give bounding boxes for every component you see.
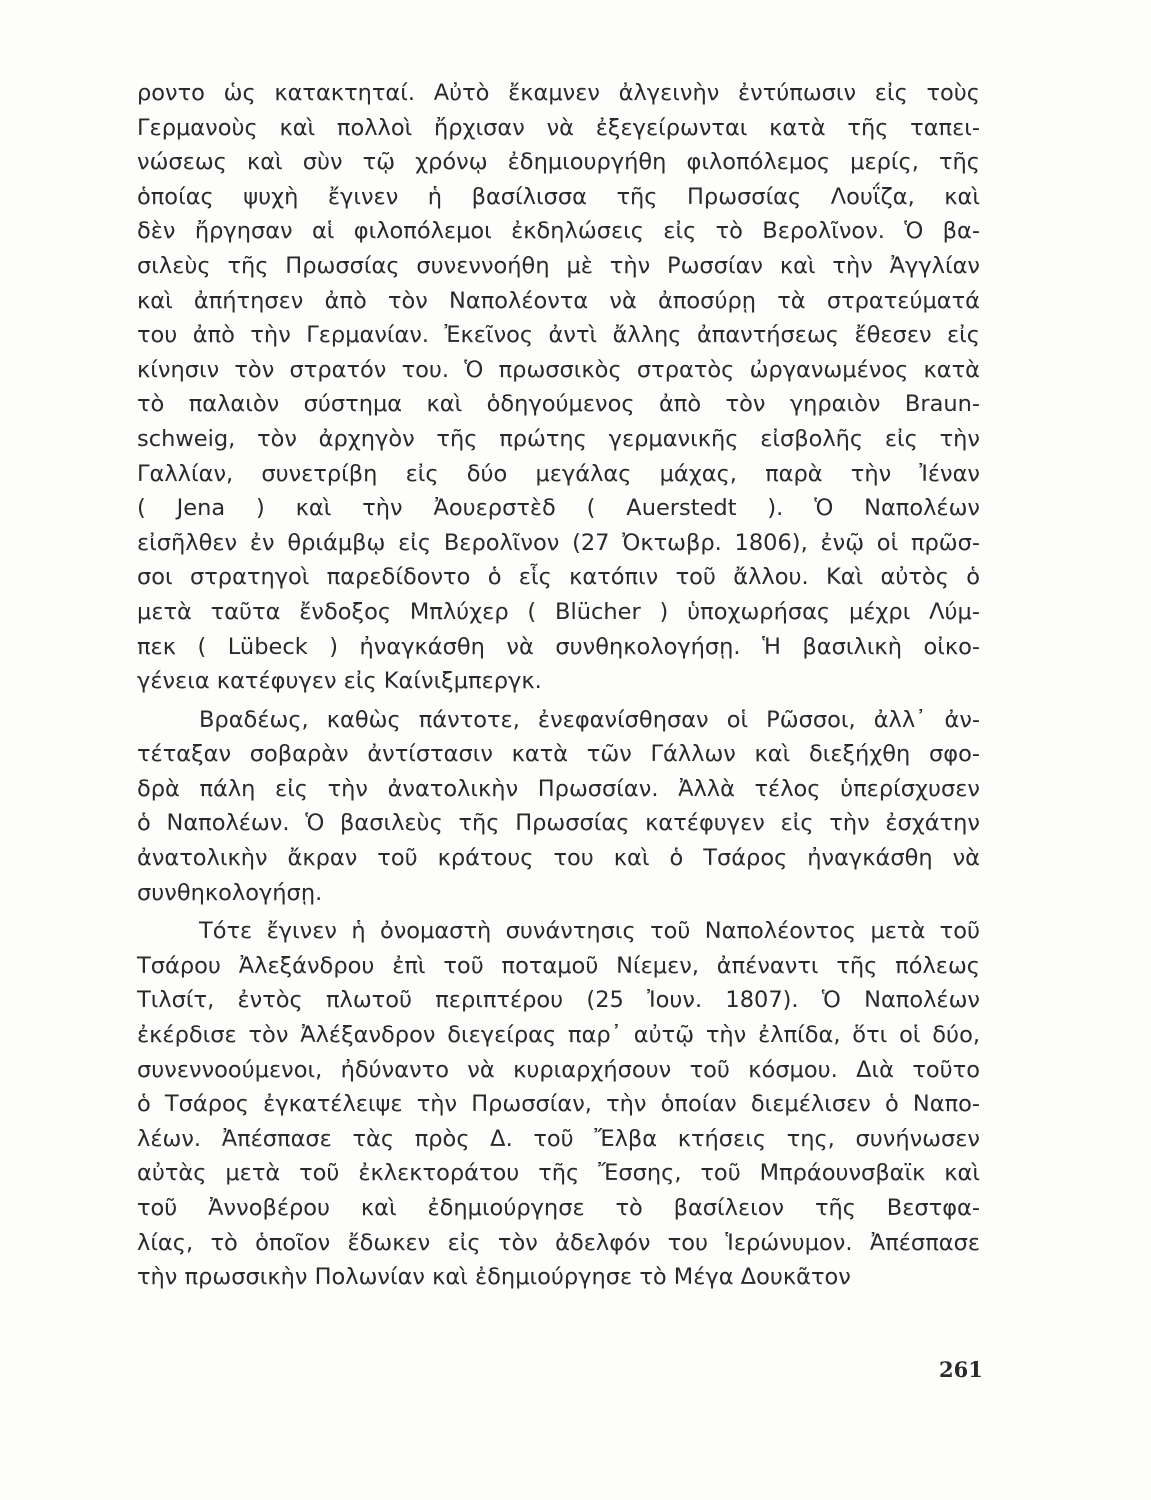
text-line: τέταξαν σοβαρὰν ἀντίστασιν κατὰ τῶν Γάλλων καὶ διεξήχθη σφο- [137, 741, 980, 768]
text-line: ἐκέρδισε τὸν Ἀλέξανδρον διεγείρας παρ᾽ αὐτῷ τὴν ἐλπίδα, ὅτι οἱ δύο, [137, 1022, 980, 1049]
text-line: ροντο ὡς κατακτηταί. Αὐτὸ ἔκαμνεν ἀλγεινὴν ἐντύπωσιν εἰς τοὺς [137, 80, 980, 106]
text-line: schweig, τὸν ἀρχηγὸν τῆς πρώτης γερμανικῆς εἰσβολῆς εἰς τὴν [137, 425, 980, 452]
text-line: συνθηκολογήσῃ. [137, 879, 323, 906]
text-line: ὁ Τσάρος ἐγκατέλειψε τὴν Πρωσσίαν, τὴν ὁποίαν διεμέλισεν ὁ Ναπο- [137, 1091, 980, 1118]
text-line: τὸ παλαιὸν σύστημα καὶ ὁδηγούμενος ἀπὸ τὸν γηραιὸν Braun- [137, 391, 980, 418]
text-line: τοῦ Ἀννοβέρου καὶ ἐδημιούργησε τὸ βασίλειον τῆς Βεστφα- [137, 1195, 980, 1221]
paragraph [137, 703, 980, 911]
text-line: λέων. Ἀπέσπασε τὰς πρὸς Δ. τοῦ Ἔλβα κτήσεις της, συνήνωσεν [137, 1125, 980, 1152]
text-line: Γαλλίαν, συνετρίβη εἰς δύο μεγάλας μάχας, παρὰ τὴν Ἰέναν [137, 460, 980, 487]
text-line: σοι στρατηγοὶ παρεδίδοντο ὁ εἷς κατόπιν τοῦ ἄλλου. Καὶ αὐτὸς ὁ [137, 564, 980, 591]
text-line: δὲν ἤργησαν αἱ φιλοπόλεμοι ἐκδηλώσεις εἰς τὸ Βερολῖνον. Ὁ βα- [137, 218, 980, 245]
text-line: ( Jena ) καὶ τὴν Ἀουερστὲδ ( Auerstedt ). Ὁ Ναπολέων [137, 495, 980, 522]
text-line: δρὰ πάλη εἰς τὴν ἀνατολικὴν Πρωσσίαν. Ἀλλὰ τέλος ὑπερίσχυσεν [137, 775, 980, 802]
text-line: νώσεως καὶ σὺν τῷ χρόνῳ ἐδημιουργήθη φιλοπόλεμος μερίς, τῆς [137, 149, 980, 176]
paragraph [137, 914, 980, 1295]
text-line: Τότε ἔγινεν ἡ ὀνομαστὴ συνάντησις τοῦ Ναπολέοντος μετὰ τοῦ [199, 918, 980, 945]
text-line: ὁ Ναπολέων. Ὁ βασιλεὺς τῆς Πρωσσίας κατέφυγεν εἰς τὴν ἐσχάτην [137, 810, 980, 837]
text-line: πεκ ( Lübeck ) ἠναγκάσθη νὰ συνθηκολογήσῃ. Ἡ βασιλικὴ οἰκο- [137, 633, 980, 660]
text-line: σιλεὺς τῆς Πρωσσίας συνεννοήθη μὲ τὴν Ρωσσίαν καὶ τὴν Ἀγγλίαν [137, 252, 980, 279]
text-line: κίνησιν τὸν στρατόν του. Ὁ πρωσσικὸς στρατὸς ὠργανωμένος κατὰ [137, 356, 980, 383]
text-line: Τιλσίτ, ἐντὸς πλωτοῦ περιπτέρου (25 Ἰουν. 1807). Ὁ Ναπολέων [137, 987, 980, 1014]
text-line: Τσάρου Ἀλεξάνδρου ἐπὶ τοῦ ποταμοῦ Νίεμεν, ἀπέναντι τῆς πόλεως [137, 952, 980, 979]
text-line: τὴν πρωσσικὴν Πολωνίαν καὶ ἐδημιούργησε τὸ Μέγα Δουκᾶτον [137, 1264, 851, 1291]
text-line: ἀνατολικὴν ἄκραν τοῦ κράτους του καὶ ὁ Τσάρος ἠναγκάσθη νὰ [137, 845, 980, 872]
text-line: ὁποίας ψυχὴ ἔγινεν ἡ βασίλισσα τῆς Πρωσσίας Λουΐζα, καὶ [137, 183, 980, 210]
text-line: του ἀπὸ τὴν Γερμανίαν. Ἐκεῖνος ἀντὶ ἄλλης ἀπαντήσεως ἔθεσεν εἰς [137, 322, 980, 349]
text-line: μετὰ ταῦτα ἔνδοξος Μπλύχερ ( Blücher ) ὑποχωρήσας μέχρι Λύμ- [137, 598, 980, 625]
body-text [137, 76, 980, 1295]
text-line: αὐτὰς μετὰ τοῦ ἐκλεκτοράτου τῆς Ἔσσης, τοῦ Μπράουνσβαϊκ καὶ [137, 1160, 980, 1187]
text-line: εἰσῆλθεν ἐν θριάμβῳ εἰς Βερολῖνον (27 Ὀκτωβρ. 1806), ἐνῷ οἱ πρῶσ- [137, 529, 980, 556]
text-line: Γερμανοὺς καὶ πολλοὶ ἤρχισαν νὰ ἐξεγείρωνται κατὰ τῆς ταπει- [137, 114, 980, 141]
text-line: γένεια κατέφυγεν εἰς Καίνιξμπεργκ. [137, 668, 542, 695]
text-line: συνεννοούμενοι, ἠδύναντο νὰ κυριαρχήσουν τοῦ κόσμου. Διὰ τοῦτο [137, 1056, 980, 1083]
text-line: καὶ ἀπήτησεν ἀπὸ τὸν Ναπολέοντα νὰ ἀποσύρῃ τὰ στρατεύματά [137, 287, 980, 314]
paragraph [137, 76, 980, 699]
text-line: λίας, τὸ ὁποῖον ἔδωκεν εἰς τὸν ἀδελφόν του Ἱερώνυμον. Ἀπέσπασε [137, 1229, 980, 1256]
page-number: 261 [939, 1357, 983, 1382]
text-line: Βραδέως, καθὼς πάντοτε, ἐνεφανίσθησαν οἱ Ρῶσσοι, ἀλλ᾽ ἀν- [199, 706, 980, 733]
